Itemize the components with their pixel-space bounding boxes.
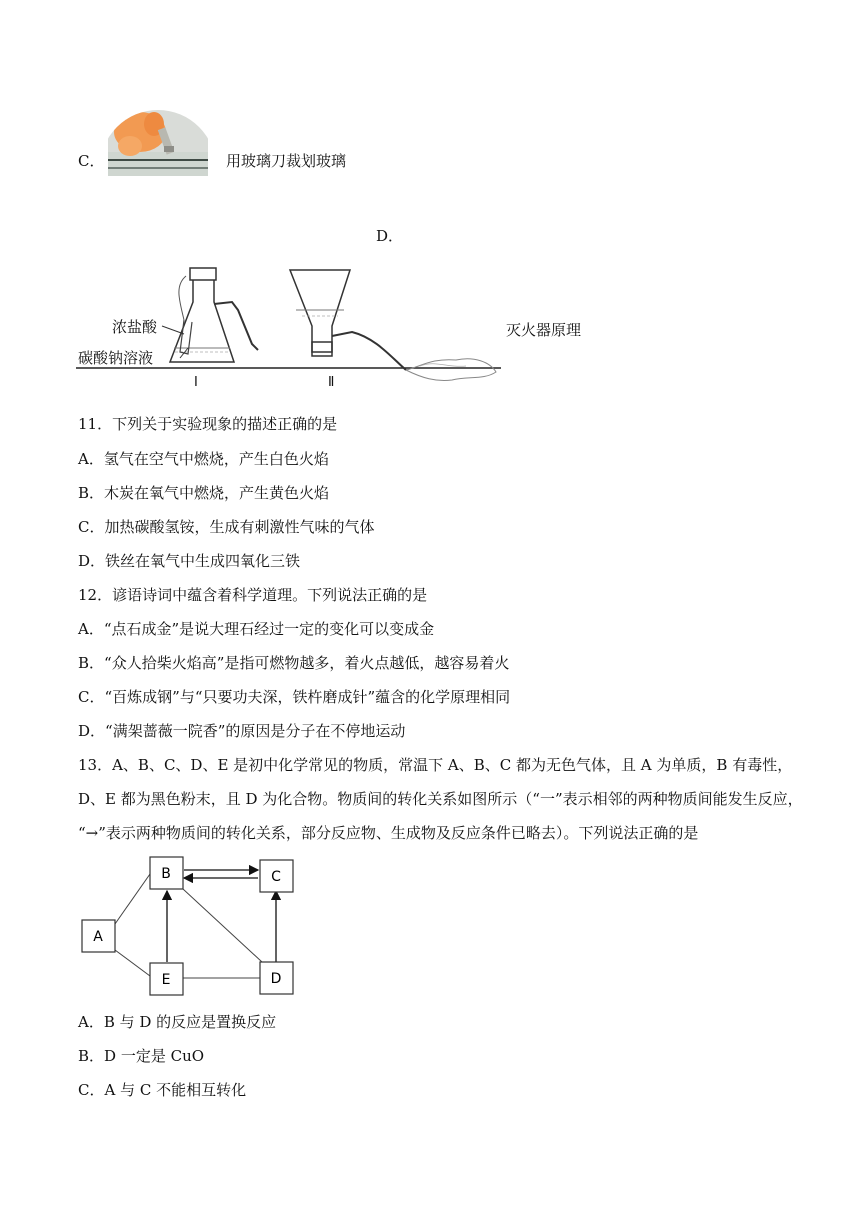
q12-option-a: A．“点石成金”是说大理石经过一定的变化可以变成金	[78, 620, 435, 638]
q11-option-a: A．氢气在空气中燃烧，产生白色火焰	[78, 450, 329, 468]
fire-extinguisher-diagram	[76, 262, 506, 392]
q12-option-c: C．“百炼成钢”与“只要功夫深，铁杵磨成针”蕴含的化学原理相同	[78, 688, 511, 706]
q11-stem: 11．下列关于实验现象的描述正确的是	[78, 415, 338, 433]
flask-i-label: I	[194, 375, 198, 390]
acid-label: 浓盐酸	[112, 318, 158, 336]
q13-stem-line-1: 13．A、B、C、D、E 是初中化学常见的物质，常温下 A、B、C 都为无色气体，且 A 为单质，B 有毒性，	[78, 756, 793, 774]
node-a: A	[93, 929, 103, 945]
q12-option-d: D．“满架蔷薇一院香”的原因是分子在不停地运动	[78, 722, 406, 740]
q12-option-b: B．“众人拾柴火焰高”是指可燃物越多，着火点越低，越容易着火	[78, 654, 510, 672]
q13-stem-line-3: “→”表示两种物质间的转化关系，部分反应物、生成物及反应条件已略去）。下列说法正确的是	[78, 824, 699, 842]
node-e: E	[161, 972, 171, 988]
q11-option-b: B．木炭在氧气中燃烧，产生黄色火焰	[78, 484, 330, 502]
q11-option-d: D．铁丝在氧气中生成四氧化三铁	[78, 552, 301, 570]
option-d-letter: D．	[376, 227, 404, 245]
solution-label: 碳酸钠溶液	[78, 349, 154, 367]
option-c-caption: 用玻璃刀裁划玻璃	[226, 152, 347, 170]
q11-option-c: C．加热碳酸氢铵，生成有刺激性气味的气体	[78, 518, 375, 536]
q13-option-c: C．A 与 C 不能相互转化	[78, 1081, 247, 1099]
node-d: D	[270, 971, 282, 987]
q13-option-a: A．B 与 D 的反应是置换反应	[78, 1013, 277, 1031]
conversion-relationship-diagram	[80, 856, 310, 1000]
option-d-caption: 灭火器原理	[506, 321, 582, 339]
node-b: B	[161, 866, 171, 882]
option-c-letter: C．	[78, 152, 105, 170]
q12-stem: 12．谚语诗词中蕴含着科学道理。下列说法正确的是	[78, 586, 428, 604]
node-c: C	[271, 869, 281, 885]
glass-cutting-photo	[108, 108, 208, 176]
flask-ii-label: Ⅱ	[328, 375, 335, 390]
q13-stem-line-2: D、E 都为黑色粉末，且 D 为化合物。物质间的转化关系如图所示（“一”表示相邻的两种物质间能发生反应，	[78, 790, 803, 808]
q13-option-b: B．D 一定是 CuO	[78, 1047, 205, 1065]
